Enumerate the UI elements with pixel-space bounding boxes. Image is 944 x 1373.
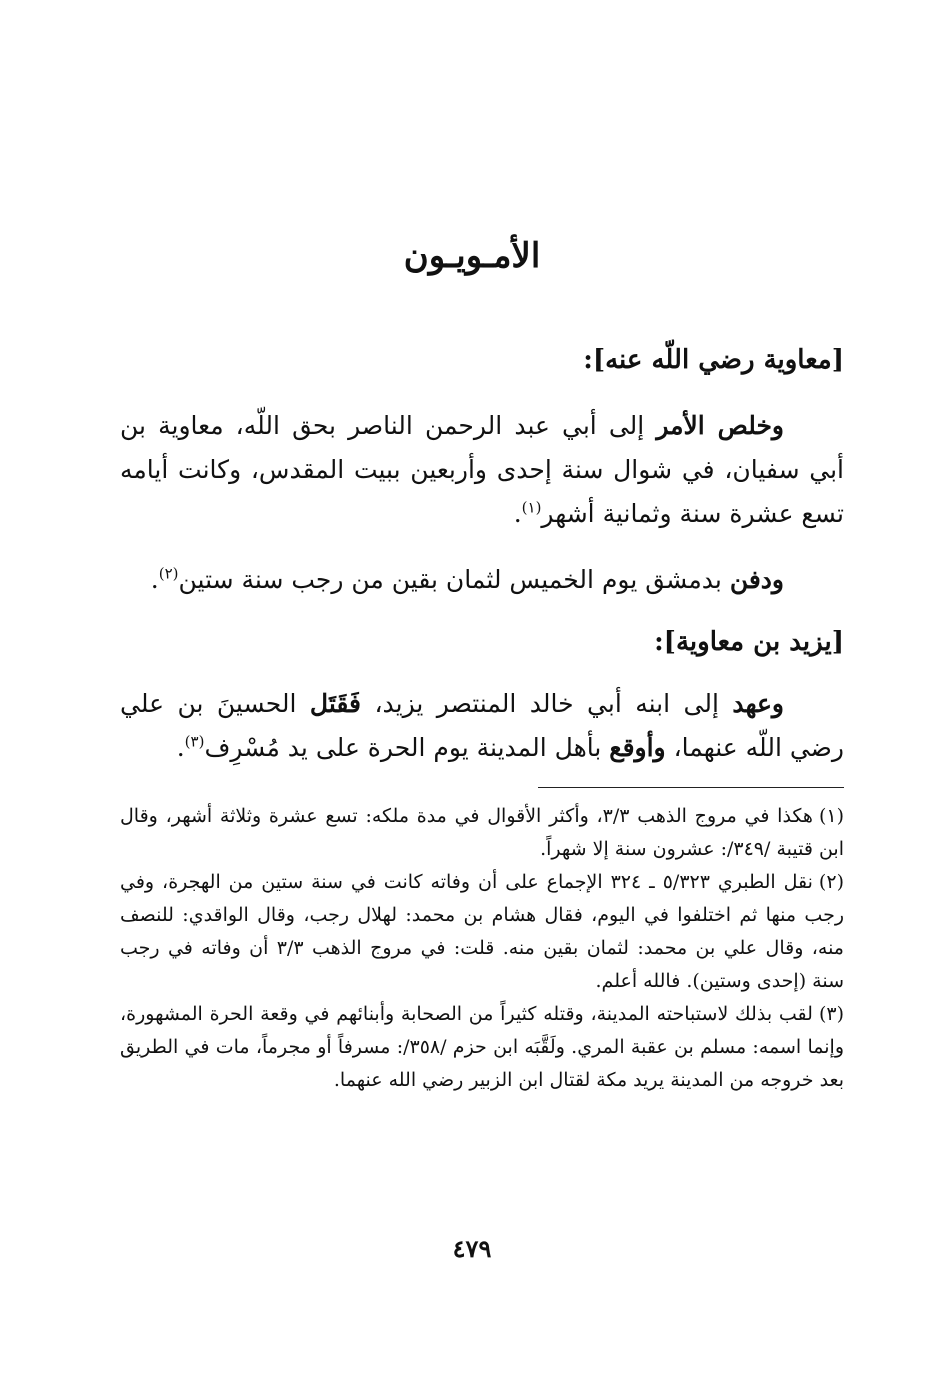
- lead-words: وخلص الأمر: [656, 411, 784, 440]
- paragraph-text: إلى أبي عبد الرحمن الناصر بحق اللّه، معاوية بن أبي سفيان، في شوال سنة إحدى وأربعين ببيت المقدس، وكانت أيامه تسع عشرة سنة وثمانية أشهر: [120, 411, 844, 528]
- footnote-ref[interactable]: (٢): [158, 564, 179, 583]
- period: .: [513, 499, 522, 528]
- period: .: [150, 565, 159, 594]
- footnote-ref[interactable]: (٣): [184, 732, 205, 751]
- period: .: [176, 733, 185, 762]
- footnote-text: نقل الطبري ٥/٣٢٣ ـ ٣٢٤ الإجماع على أن وفاته كانت في سنة ستين من الهجرة، وفي رجب منها ثم اختلفوا في اليوم، فقال هشام بن محمد: لهلال رجب، وقال الواقدي: للنصف منه، وقال علي بن محمد: لثمان بقين منه. قلت: في مروج الذهب ٣/٣ أن وفاته في رجب سنة (إحدى وستين). فالله أعلم.: [120, 871, 844, 992]
- bold-word: وأوقع: [609, 733, 666, 762]
- footnote-text: لقب بذلك لاستباحته المدينة، وقتله كثيراً من الصحابة وأبنائهم في وقعة الحرة المشهورة، وإنما اسمه: مسلم بن عقبة المري. ولَقَّبَه ابن حزم /٣٥٨/: مسرفاً أو مجرماً، مات في الطريق بعد خروجه من المدينة يريد مكة لقتال ابن الزبير رضي الله عنهما.: [120, 1003, 844, 1091]
- footnote-number: (٣): [818, 1003, 844, 1025]
- lead-words: ودفن: [729, 565, 784, 594]
- chapter-title: الأمـويـون: [403, 236, 541, 276]
- paragraph-text: الحسينَ بن علي رضي اللّه عنهما،: [120, 689, 844, 762]
- footnote-number: (٢): [818, 871, 844, 893]
- paragraph-muawiya-burial: [120, 558, 844, 602]
- paragraph-text: بدمشق يوم الخميس لثمان بقين من رجب سنة ستين: [178, 565, 730, 594]
- paragraph-text: بأهل المدينة يوم الحرة على يد مُسْرِف: [204, 733, 610, 762]
- paragraph-text: إلى ابنه أبي خالد المنتصر يزيد،: [361, 689, 733, 718]
- footnote-3: [120, 998, 844, 1097]
- footnote-ref[interactable]: (١): [521, 498, 542, 517]
- section-heading-yazid: [يزيد بن معاوية]:: [654, 627, 844, 657]
- section-heading-muawiya: [معاوية رضي اللّه عنه]:: [583, 345, 844, 375]
- footnote-2: [120, 866, 844, 998]
- footnote-1: [120, 800, 844, 866]
- footnote-divider: [538, 787, 844, 788]
- footnote-text: هكذا في مروج الذهب ٣/٣، وأكثر الأقوال في مدة ملكه: تسع عشرة وثلاثة أشهر، وقال ابن قتيبة /٣٤٩/: عشرون سنة إلا شهراً.: [120, 805, 844, 860]
- paragraph-muawiya-reign: [120, 404, 844, 536]
- page-number: ٤٧٩: [452, 1234, 492, 1263]
- bold-word: فَقَتَل: [309, 689, 361, 718]
- footnotes: [120, 800, 844, 1097]
- footnote-number: (١): [818, 805, 844, 827]
- paragraph-yazid: [120, 682, 844, 770]
- lead-words: وعهد: [732, 689, 784, 718]
